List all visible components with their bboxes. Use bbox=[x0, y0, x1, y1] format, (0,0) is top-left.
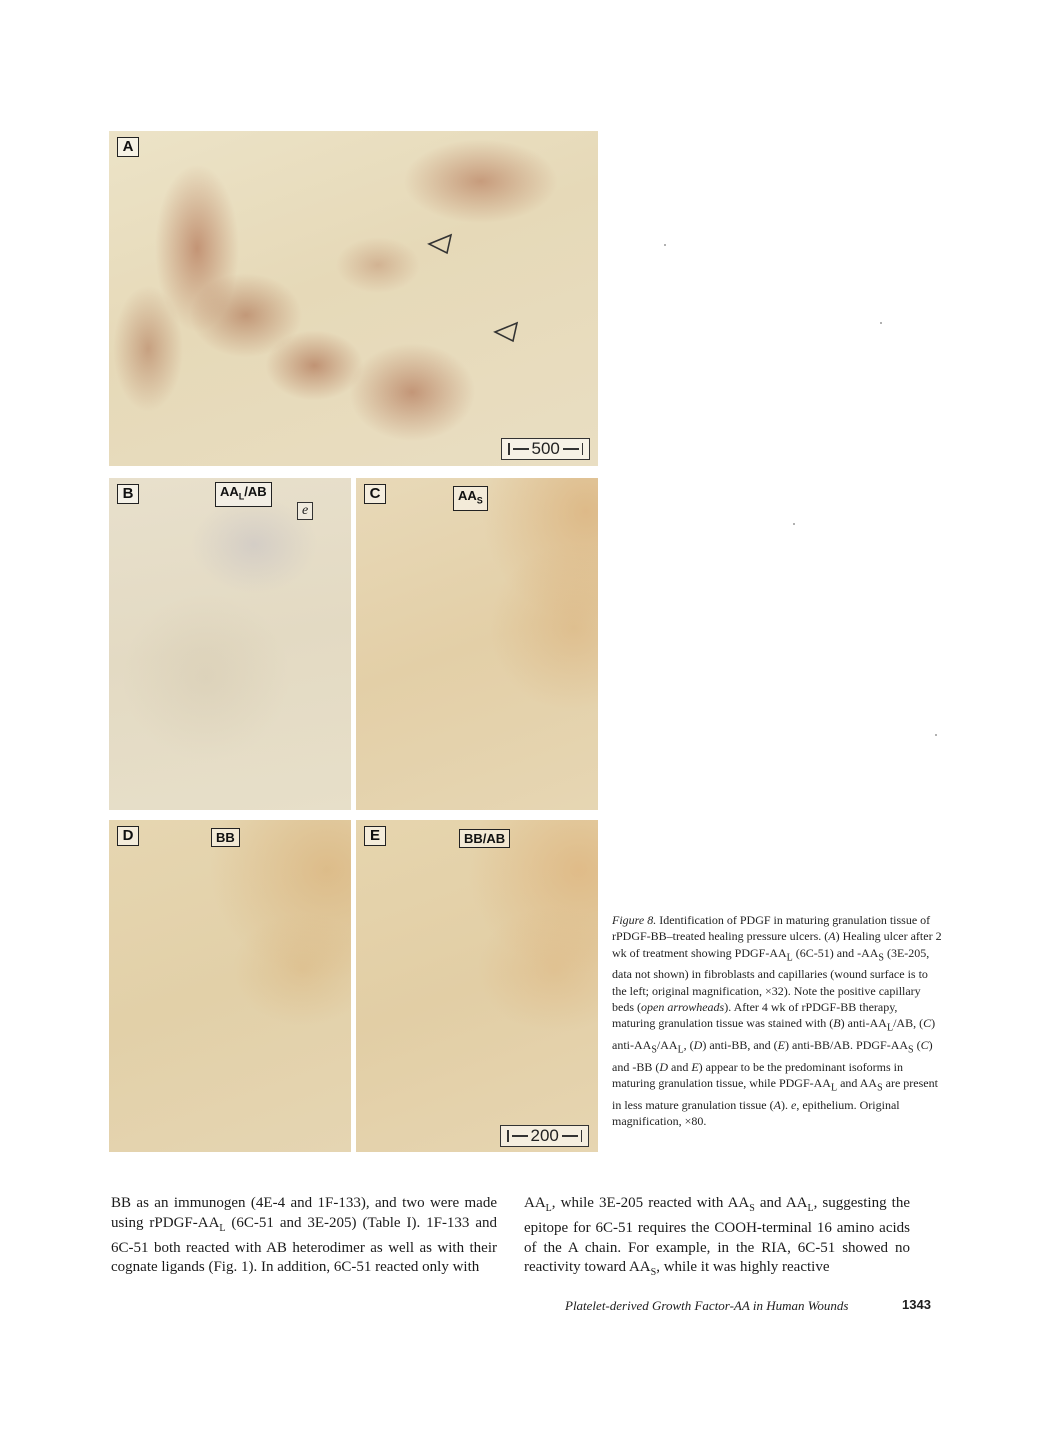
open-arrowhead-icon bbox=[493, 321, 519, 343]
panel-label-b: $AA_L/AB$ bbox=[215, 482, 272, 507]
figure-panel-d bbox=[109, 820, 351, 1152]
scale-bar-200: 200 bbox=[500, 1125, 589, 1147]
panel-label-c: $AA_S$ bbox=[453, 486, 488, 511]
panel-label-d: BB bbox=[211, 828, 240, 847]
panel-label-e: BB/AB bbox=[459, 829, 510, 848]
open-arrowhead-icon bbox=[427, 233, 453, 255]
panel-letter-c: C bbox=[364, 484, 386, 504]
panel-letter-a: A bbox=[117, 137, 139, 157]
panel-letter-d: D bbox=[117, 826, 139, 846]
figure-panel-a bbox=[109, 131, 598, 466]
body-text-left-column: BB as an immunogen (4E-4 and 1F-133), and two were made using rPDGF-$AA_L$ (6C-51 and 3E-205) (Table I). 1F-133 and 6C-51 both reacted with AB heterodimer as well as with their cognate ligands (Fig. 1). In addition, 6C-51 reacted only with bbox=[111, 1195, 497, 1276]
figure-panel-e bbox=[356, 820, 598, 1152]
body-text-right-column: $AA_L$, while 3E-205 reacted with $AA_S$ and $AA_L$, suggesting the epitope for 6C-51 requires the COOH-terminal 16 amino acids of the A chain. For example, in the RIA, 6C-51 showed no reactivity toward $AA_S$, while it was highly reactive bbox=[524, 1195, 911, 1279]
figure-caption: Figure 8. Identification of PDGF in maturing granulation tissue of rPDGF-BB–treated healing pressure ulcers. (A) Healing ulcer after 2 wk of treatment showing PDGF-$AA_L$ (6C-51) and $-AA_S$ (3E-205, data not shown) in fibroblasts and capillaries (wound surface is to the left; original magnification, ×32). Note the positive capillary beds (open arrowheads). After 4 wk of rPDGF-BB therapy, maturing granulation tissue was stained with (B) anti-$AA_L/AB$, (C) anti-$AA_S/AA_L$, (D) anti-BB, and (E) anti-BB/AB. PDGF-$AA_S$ (C) and -BB (D and E) appear to be the predominant isoforms in maturing granulation tissue, while PDGF-$AA_L$ and $AA_S$ are present in less mature granulation tissue (A). e, epithelium. Original magnification, ×80. bbox=[612, 913, 942, 1128]
scale-bar-500: 500 bbox=[501, 438, 590, 460]
panel-letter-e: E bbox=[364, 826, 386, 846]
panel-letter-b: B bbox=[117, 484, 139, 504]
figure-panel-c bbox=[356, 478, 598, 810]
running-title: Platelet-derived Growth Factor-AA in Human Wounds bbox=[565, 1298, 849, 1313]
page-number: 1343 bbox=[902, 1297, 931, 1312]
epithelium-label: e bbox=[297, 502, 313, 520]
figure-panel-b bbox=[109, 478, 351, 810]
